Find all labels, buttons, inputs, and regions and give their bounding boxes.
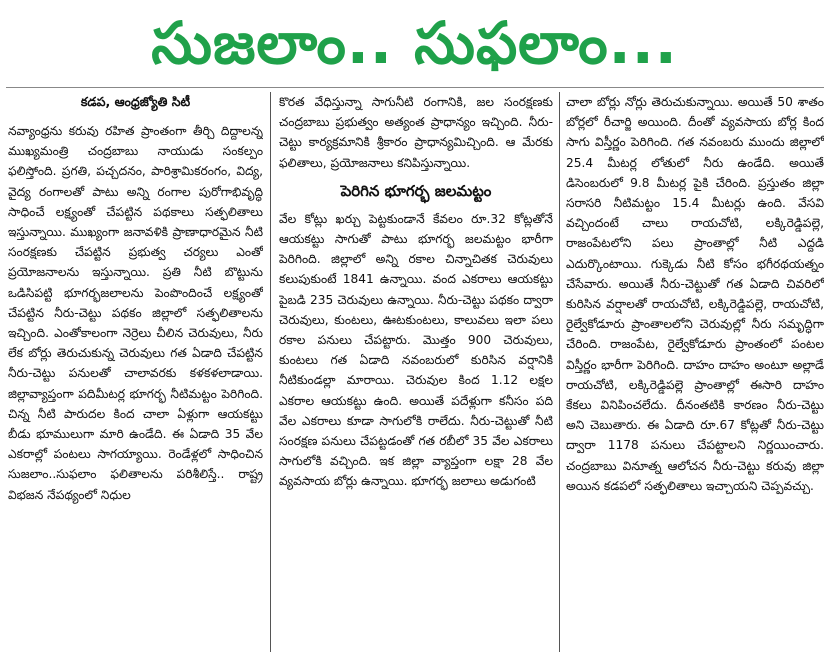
column-divider-2	[559, 92, 560, 652]
dateline: కడప, ఆంధ్రజ్యోతి సిటీ	[80, 94, 191, 109]
headline: సుజలాం.. సుఫలాం...	[151, 9, 678, 77]
article-column-3	[566, 92, 824, 652]
column-3-text: చాలా బోర్లు నోర్లు తెరుచుకున్నాయి. అయితే 50 శాతం బోర్లలో రీచార్జి అయింది. దీంతో వ్యవసాయ బోర్ల కింద సాగు విస్తీర్ణం పెరిగింది. గత నవంబరు ముందు జిల్లాలో 25.4 మీటర్ల లోతులో నీరు ఉండేది. అయితే డిసెంబరులో 9.8 మీటర్ల పైకి చేరింది. ప్రస్తుతం జిల్లా సరాసరి నీటిమట్టం 15.4 మీటర్లు ఉంది. వేసవి వచ్చిందంటే చాలు రాయచోటి, లక్కిరెడ్డిపల్లె, రాజంపేటలోని పలు ప్రాంతాల్లో నీటి ఎద్దడి ఎదుర్కొంటాయి. గుక్కెడు నీటి కోసం భగీరథయత్నం చేసేవారు. అయితే నీరు-చెట్టుతో గత ఏడాది చివరిలో కురిసిన వర్షాలతో రాయచోటి, లక్కిరెడ్డిపల్లె, రాయచోటి, రైల్వేకోడూరు ప్రాంతాలలోని చెరువుల్లో నీరు సమృద్ధిగా చేరింది. రాజంపేట, రైల్వేకోడూరు ప్రాంతంలో పంటల విస్తీర్ణం భారీగా పెరిగింది. దాహం దాహం అంటూ అల్లాడే రాయచోటి, లక్కిరెడ్డిపల్లె ప్రాంతాల్లో ఈసారి దాహం కేకలు వినిపించలేదు. దీనంతటికి కారణం నీరు-చెట్టు అని చెబుతారు. ఈ ఏడాది రూ.67 కోట్లతో నీరు-చెట్టు ద్వారా 1178 పనులు చేపట్టాలని నిర్ణయించారు. చంద్రబాబు వినూత్న ఆలోచన నీరు-చెట్టు కరువు జిల్లా అయిన కడపలో సత్ఫలితాలు ఇచ్చాయని చెప్పవచ్చు.	[566, 95, 824, 493]
article-column-1	[8, 92, 263, 652]
article-column-2	[279, 92, 553, 652]
column-1-text: నవ్యాంధ్రను కరువు రహిత ప్రాంతంగా తీర్చి దిద్దాలన్న ముఖ్యమంత్రి చంద్రబాబు నాయుడు సంకల్పం ఫలిస్తోంది. ప్రగతి, పచ్చదనం, పారిశ్రామికరంగం, విద్య, వైద్య రంగాలతో పాటు అన్ని రంగాల పురోగాభివృద్ధి సాధించే లక్ష్యంతో చేపట్టిన పథకాలు సత్ఫలితాలు ఇస్తున్నాయి. ముఖ్యంగా జనావళికి ప్రాణాధారమైన నీటి సంరక్షణకు చేపట్టిన ప్రభుత్వ చర్యలు ఎంతో ప్రయోజనాలను ఇస్తున్నాయి. ప్రతి నీటి బొట్టును ఒడిసిపట్టి భూగర్భజలాలను పెంపొందించే లక్ష్యంతో చేపట్టిన నీరు-చెట్టు పథకం జిల్లాలో సత్ఫలితాలను ఇచ్చింది. ఎంతోకాలంగా నెర్రెలు చీలిన చెరువులు, నీరు లేక బోర్లు తెరుచుకున్న చెరువులు గత ఏడాది చేపట్టిన నీరు-చెట్టు పనులతో చాలావరకు కళకళలాడాయి. జిల్లావ్యాప్తంగా పదిమీటర్ల భూగర్భ నీటిమట్టం పెరిగింది. చిన్న నీటి పారుదల కింద చాలా ఏళ్లుగా ఆయకట్టు బీడు భూములుగా మారి ఉండేది. ఈ ఏడాది 35 వేల ఎకరాల్లో పంటలు సాగయ్యాయి. రెండేళ్లలో సాధించిన సుజలాం..సుఫలాం ఫలితాలను పరిశీలిస్తే.. రాష్ట్ర విభజన నేపథ్యంలో నిధుల	[8, 124, 263, 502]
headline-divider	[6, 87, 824, 88]
column-divider-1	[270, 92, 271, 652]
subheading: పెరిగిన భూగర్భ జలమట్టం	[340, 181, 492, 200]
column-2-bottom-text: వేల కోట్లు ఖర్చు పెట్టకుండానే కేవలం రూ.32 కోట్లతోనే ఆయకట్టు సాగుతో పాటు భూగర్భ జలమట్టం భారీగా పెరిగింది. జిల్లాలో అన్ని రకాల చిన్నాచితక చెరువులు కలుపుకుంటే 1841 ఉన్నాయి. వంద ఎకరాలు ఆయకట్టు పైబడి 235 చెరువులు ఉన్నాయి. నీరు-చెట్టు పథకం ద్వారా చెరువులు, కుంటలు, ఊటకుంటలు, కాలువలు ఇలా పలు రకాల పనులు చేపట్టారు. మొత్తం 900 చెరువులు, కుంటలు గత ఏడాది నవంబరులో కురిసిన వర్షానికి నీటికుండల్లా మారాయి. చెరువుల కింద 1.12 లక్షల ఎకరాల ఆయకట్టు ఉంది. అయితే పదేళ్లుగా కనీసం పది వేల ఎకరాలు కూడా సాగులోకి రాలేదు. నీరు-చెట్టుతో నీటి సంరక్షణ పనులు చేపట్టడంతో గత రబీలో 35 వేల ఎకరాలు సాగులోకి వచ్చింది. ఇక జిల్లా వ్యాప్తంగా లక్షా 28 వేల వ్యవసాయ బోర్లు ఉన్నాయి. భూగర్భ జలాలు అడుగంటి	[279, 211, 553, 489]
column-2-top-text: కొరత వేధిస్తున్నా సాగునీటి రంగానికి, జల సంరక్షణకు చంద్రబాబు ప్రభుత్వం అత్యంత ప్రాధాన్యం ఇచ్చింది. నీరు-చెట్టు కార్యక్రమానికి శ్రీకారం ప్రాధాన్యమిచ్చింది. ఆ మేరకు ఫలితాలు, ప్రయోజనాలు కనిపిస్తున్నాయి.	[279, 95, 553, 170]
